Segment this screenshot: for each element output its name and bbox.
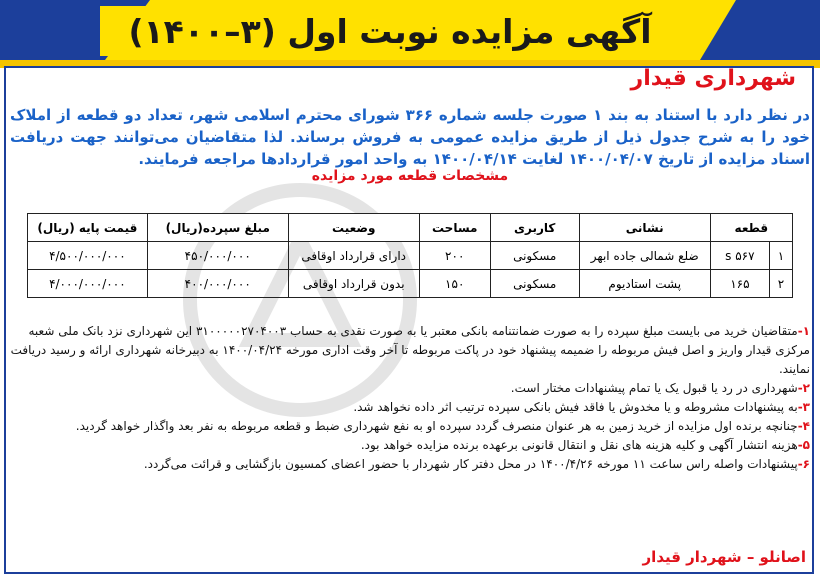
signature: اصانلو – شهردار قیدار (642, 548, 806, 566)
note-item (10, 398, 810, 417)
note-item (10, 417, 810, 436)
title-bar (100, 6, 680, 56)
row-usage: مسکونی (490, 270, 579, 298)
row-index: ۱ (770, 242, 793, 270)
col-plot: قطعه (710, 214, 792, 242)
table-row (28, 270, 793, 298)
intro-paragraph: در نظر دارد با استناد به بند ۱ صورت جلسه شماره ۳۶۶ شورای محترم اسلامی شهر، تعداد دو قطعه از املاک خود را به شرح جدول ذیل از طریق مزایده عمومی به فروش برساند. لذا متقاضیان می‌توانند جهت دریافت اسناد مزایده از تاریخ ۱۴۰۰/۰۴/۰۷ لغایت ۱۴۰۰/۰۴/۱۴ به واحد امور قراردادها مراجعه فرمایند. (10, 106, 810, 168)
note-item (10, 322, 810, 379)
note-text: شهرداری در رد یا قبول یک یا تمام پیشنهادات مختار است. (510, 381, 798, 395)
row-status: دارای قرارداد اوقافی (288, 242, 419, 270)
notes-list (10, 322, 810, 474)
note-text: متقاضیان خرید می بایست مبلغ سپرده را به صورت ضمانتنامه بانکی معتبر یا به صورت نقدی به حساب ۳۱۰۰۰۰۰۲۷۰۴۰۰۳ این شهرداری نزد بانک ملی شعبه مرکزی قیدار واریز و اصل فیش مربوطه را ضمیمه پیشنهاد خود در پاکت مربوطه تا آخر وقت اداری مورخه ۱۴۰۰/۰۴/۲۴ به دبیرخانه شهرداری ارائه و رسید دریافت نمایند. (10, 324, 810, 376)
organization-name: شهرداری قیدار (630, 66, 796, 91)
row-index: ۲ (770, 270, 793, 298)
row-plot: s ۵۶۷ (710, 242, 769, 270)
col-usage: کاربری (490, 214, 579, 242)
note-item (10, 436, 810, 455)
note-item (10, 379, 810, 398)
row-area: ۱۵۰ (419, 270, 490, 298)
note-number: ۴- (797, 419, 810, 433)
plots-table (27, 213, 793, 298)
row-usage: مسکونی (490, 242, 579, 270)
row-status: بدون قرارداد اوقافی (288, 270, 419, 298)
table-row (28, 242, 793, 270)
table-header-row (28, 214, 793, 242)
note-number: ۵- (797, 438, 810, 452)
row-base-price: ۴/۵۰۰/۰۰۰/۰۰۰ (28, 242, 148, 270)
row-address: ضلع شمالی جاده ابهر (579, 242, 710, 270)
notice-title: آگهی مزایده نوبت اول (۳–۱۴۰۰) (128, 11, 652, 51)
row-area: ۲۰۰ (419, 242, 490, 270)
note-number: ۶- (797, 457, 810, 471)
col-deposit: مبلغ سپرده(ریال) (147, 214, 288, 242)
note-number: ۲- (797, 381, 810, 395)
note-text: به پیشنهادات مشروطه و یا مخدوش یا فاقد فیش بانکی سپرده ترتیب اثر داده نخواهد شد. (353, 400, 798, 414)
note-text: هزینه انتشار آگهی و کلیه هزینه های نقل و انتقال قانونی برعهده برنده مزایده خواهد بود. (360, 438, 798, 452)
note-number: ۱- (797, 324, 810, 338)
col-base-price: قیمت پایه (ریال) (28, 214, 148, 242)
row-plot: ۱۶۵ (710, 270, 769, 298)
note-text: پیشنهادات واصله راس ساعت ۱۱ مورخه ۱۴۰۰/۴/۲۶ در محل دفتر کار شهردار با حضور اعضای کمسیون بازگشایی و قرائت می‌گردد. (143, 457, 798, 471)
row-deposit: ۴۰۰/۰۰۰/۰۰۰ (147, 270, 288, 298)
col-status: وضعیت (288, 214, 419, 242)
row-base-price: ۴/۰۰۰/۰۰۰/۰۰۰ (28, 270, 148, 298)
note-text: چنانچه برنده اول مزایده از خرید زمین به هر عنوان منصرف گردد سپرده او به نفع شهرداری ضبط و قطعه مربوطه به نفر بعد واگذار خواهد گردید. (75, 419, 798, 433)
spec-heading: مشخصات قطعه مورد مزایده (311, 168, 509, 184)
col-area: مساحت (419, 214, 490, 242)
col-address: نشانی (579, 214, 710, 242)
row-deposit: ۴۵۰/۰۰۰/۰۰۰ (147, 242, 288, 270)
row-address: پشت استادیوم (579, 270, 710, 298)
note-item (10, 455, 810, 474)
note-number: ۳- (797, 400, 810, 414)
